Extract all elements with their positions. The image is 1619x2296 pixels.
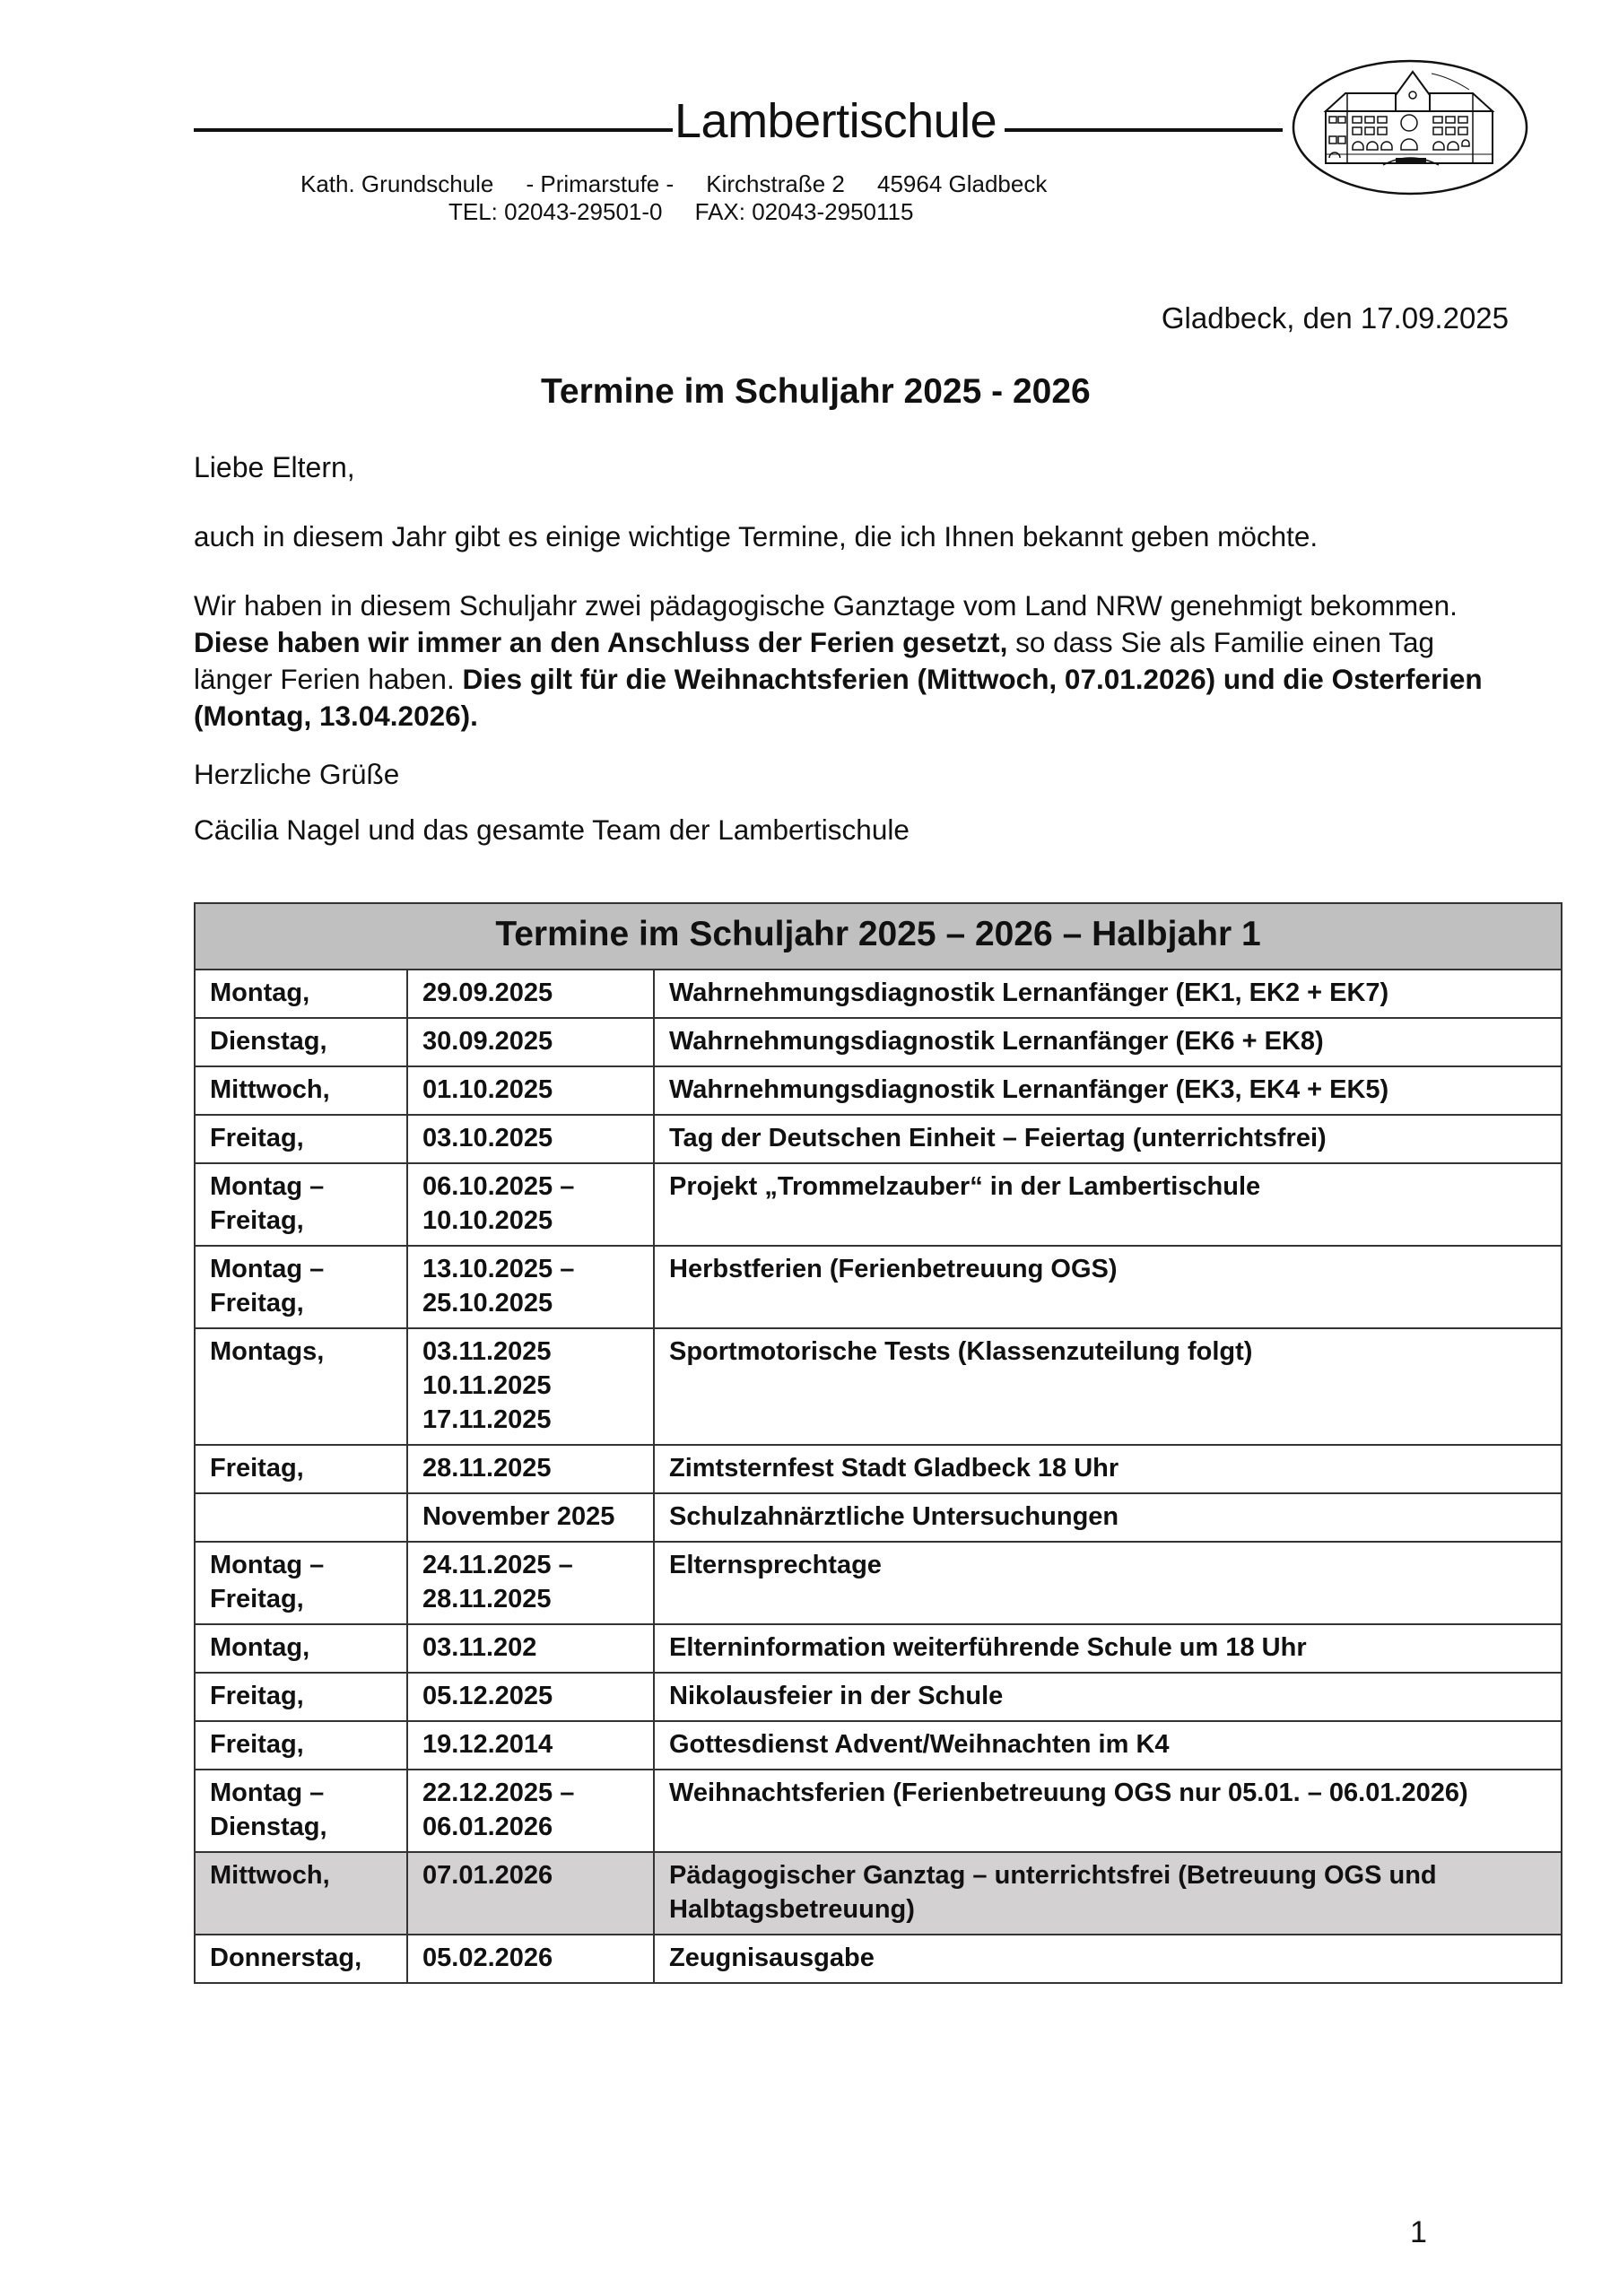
date-cell-line: 13.10.2025 –: [422, 1255, 575, 1283]
date-cell: [407, 1624, 654, 1673]
info-text-2-bold: Diese haben wir immer an den Anschluss der Ferien gesetzt,: [194, 626, 1008, 658]
weekday-cell: [195, 1852, 407, 1935]
table-row: [195, 1935, 1562, 1983]
weekday-cell-line: Freitag,: [210, 1682, 304, 1710]
date-cell: [407, 1852, 654, 1935]
weekday-cell: [195, 1624, 407, 1673]
date-cell-line: 17.11.2025: [422, 1405, 552, 1434]
weekday-cell: [195, 1445, 407, 1493]
weekday-cell-line: Donnerstag,: [210, 1944, 362, 1972]
school-contact-line: TEL: 02043-29501-0 FAX: 02043-2950115: [448, 198, 914, 225]
date-cell: [407, 1066, 654, 1115]
date-cell: [407, 1445, 654, 1493]
date-cell: [407, 1673, 654, 1721]
weekday-cell-line: Montag,: [210, 1633, 310, 1662]
weekday-cell: [195, 1018, 407, 1066]
weekday-cell: [195, 1328, 407, 1445]
weekday-cell-line: Montags,: [210, 1337, 325, 1366]
date-cell: [407, 1721, 654, 1770]
date-cell-line: 28.11.2025: [422, 1454, 552, 1483]
date-cell-line: 06.10.2025 –: [422, 1172, 575, 1201]
weekday-cell: [195, 970, 407, 1018]
event-cell: Herbstferien (Ferienbetreuung OGS): [654, 1246, 1562, 1328]
closing: Herzliche Grüße: [194, 758, 400, 790]
table-title-row: [195, 903, 1562, 970]
event-cell: Wahrnehmungsdiagnostik Lernanfänger (EK1, EK2 + EK7): [654, 970, 1562, 1018]
table-row: [195, 1493, 1562, 1542]
info-text-3: so dass Sie als Familie einen Tag länger Ferien haben.: [194, 626, 1435, 695]
event-cell: Wahrnehmungsdiagnostik Lernanfänger (EK3, EK4 + EK5): [654, 1066, 1562, 1115]
date-cell: [407, 1115, 654, 1163]
weekday-cell-line: Montag –: [210, 1551, 325, 1579]
date-cell: [407, 1770, 654, 1852]
table-row: [195, 1542, 1562, 1624]
weekday-cell-line: Montag –: [210, 1779, 325, 1807]
date-cell: [407, 1328, 654, 1445]
date-cell: [407, 1542, 654, 1624]
weekday-cell-line: Freitag,: [210, 1124, 304, 1152]
event-cell: Weihnachtsferien (Ferienbetreuung OGS nur 05.01. – 06.01.2026): [654, 1770, 1562, 1852]
table-row: [195, 1721, 1562, 1770]
weekday-cell-line: Montag –: [210, 1172, 325, 1201]
greeting: Liebe Eltern,: [194, 451, 355, 483]
weekday-cell-line: Mittwoch,: [210, 1075, 330, 1104]
weekday-cell: [195, 1115, 407, 1163]
date-cell-line: 19.12.2014: [422, 1730, 553, 1759]
weekday-cell: [195, 1163, 407, 1246]
date-cell-line: 25.10.2025: [422, 1289, 553, 1318]
date-cell: [407, 1163, 654, 1246]
event-cell: Zimtsternfest Stadt Gladbeck 18 Uhr: [654, 1445, 1562, 1493]
table-row: [195, 1624, 1562, 1673]
table-row: [195, 1673, 1562, 1721]
table-row: [195, 1018, 1562, 1066]
letterhead-rule-right: [1005, 128, 1283, 132]
info-text-4-bold: Dies gilt für die Weihnachtsferien (Mittwoch, 07.01.2026) und die Osterferien (Montag, 13.04.2026).: [194, 663, 1483, 732]
date-cell-line: 28.11.2025: [422, 1585, 552, 1613]
event-cell: Schulzahnärztliche Untersuchungen: [654, 1493, 1562, 1542]
date-cell-line: 24.11.2025 –: [422, 1551, 573, 1579]
table-row: [195, 1066, 1562, 1115]
school-building-drawing-icon: [1290, 57, 1534, 197]
date-cell-line: 29.09.2025: [422, 978, 553, 1007]
event-cell: Pädagogischer Ganztag – unterrichtsfrei (Betreuung OGS und Halbtagsbetreuung): [654, 1852, 1562, 1935]
table-row: [195, 1852, 1562, 1935]
intro-paragraph: auch in diesem Jahr gibt es einige wichtige Termine, die ich Ihnen bekannt geben möchte.: [194, 520, 1319, 552]
date-cell: [407, 1246, 654, 1328]
page-number: 1: [1410, 2215, 1427, 2249]
weekday-cell-line: Freitag,: [210, 1585, 304, 1613]
weekday-cell-line: Freitag,: [210, 1454, 304, 1483]
event-cell: Nikolausfeier in der Schule: [654, 1673, 1562, 1721]
date-cell-line: 10.11.2025: [422, 1371, 552, 1400]
date-cell-line: 01.10.2025: [422, 1075, 553, 1104]
weekday-cell: [195, 1493, 407, 1542]
weekday-cell-line: Freitag,: [210, 1289, 304, 1318]
date-cell-line: 05.02.2026: [422, 1944, 553, 1972]
weekday-cell: [195, 1066, 407, 1115]
event-cell: Elterninformation weiterführende Schule um 18 Uhr: [654, 1624, 1562, 1673]
letter-date: Gladbeck, den 17.09.2025: [1161, 301, 1509, 335]
event-cell: Gottesdienst Advent/Weihnachten im K4: [654, 1721, 1562, 1770]
weekday-cell-line: Dienstag,: [210, 1813, 327, 1841]
date-cell-line: 30.09.2025: [422, 1027, 553, 1056]
date-cell-line: 22.12.2025 –: [422, 1779, 575, 1807]
date-cell-line: 10.10.2025: [422, 1206, 553, 1235]
event-cell: Tag der Deutschen Einheit – Feiertag (unterrichtsfrei): [654, 1115, 1562, 1163]
event-cell: Sportmotorische Tests (Klassenzuteilung folgt): [654, 1328, 1562, 1445]
table-row: [195, 1246, 1562, 1328]
weekday-cell-line: Montag,: [210, 978, 310, 1007]
date-cell-line: 03.11.2025: [422, 1337, 552, 1366]
date-cell: [407, 970, 654, 1018]
letterhead-rule-left: [194, 128, 673, 132]
date-cell-line: 03.11.202: [422, 1633, 537, 1662]
date-cell: [407, 1018, 654, 1066]
event-cell: Projekt „Trommelzauber“ in der Lambertischule: [654, 1163, 1562, 1246]
table-row: [195, 1115, 1562, 1163]
signature: Cäcilia Nagel und das gesamte Team der Lambertischule: [194, 813, 910, 846]
weekday-cell-line: Freitag,: [210, 1206, 304, 1235]
school-address-line: Kath. Grundschule - Primarstufe - Kirchstraße 2 45964 Gladbeck: [300, 170, 1048, 197]
weekday-cell: [195, 1721, 407, 1770]
weekday-cell: [195, 1542, 407, 1624]
date-cell-line: 06.01.2026: [422, 1813, 553, 1841]
event-cell: Zeugnisausgabe: [654, 1935, 1562, 1983]
event-cell: Wahrnehmungsdiagnostik Lernanfänger (EK6 + EK8): [654, 1018, 1562, 1066]
date-cell-line: November 2025: [422, 1502, 615, 1531]
weekday-cell: [195, 1673, 407, 1721]
date-cell: [407, 1935, 654, 1983]
weekday-cell-line: Mittwoch,: [210, 1861, 330, 1890]
table-row: [195, 1163, 1562, 1246]
table-row: [195, 1328, 1562, 1445]
info-paragraph: [194, 587, 1494, 735]
weekday-cell-line: Freitag,: [210, 1730, 304, 1759]
info-text-1: Wir haben in diesem Schuljahr zwei pädagogische Ganztage vom Land NRW genehmigt bekommen.: [194, 589, 1458, 622]
date-cell-line: 05.12.2025: [422, 1682, 553, 1710]
table-title: Termine im Schuljahr 2025 – 2026 – Halbjahr 1: [195, 903, 1562, 970]
weekday-cell: [195, 1246, 407, 1328]
table-row: [195, 1445, 1562, 1493]
dates-table: [194, 902, 1562, 1984]
date-cell-line: 07.01.2026: [422, 1861, 553, 1890]
weekday-cell: [195, 1935, 407, 1983]
weekday-cell: [195, 1770, 407, 1852]
event-cell: Elternsprechtage: [654, 1542, 1562, 1624]
date-cell-line: 03.10.2025: [422, 1124, 553, 1152]
table-row: [195, 1770, 1562, 1852]
table-row: [195, 970, 1562, 1018]
date-cell: [407, 1493, 654, 1542]
document-title: Termine im Schuljahr 2025 - 2026: [541, 372, 1091, 411]
weekday-cell-line: Montag –: [210, 1255, 325, 1283]
school-name: Lambertischule: [675, 94, 997, 148]
weekday-cell-line: Dienstag,: [210, 1027, 327, 1056]
